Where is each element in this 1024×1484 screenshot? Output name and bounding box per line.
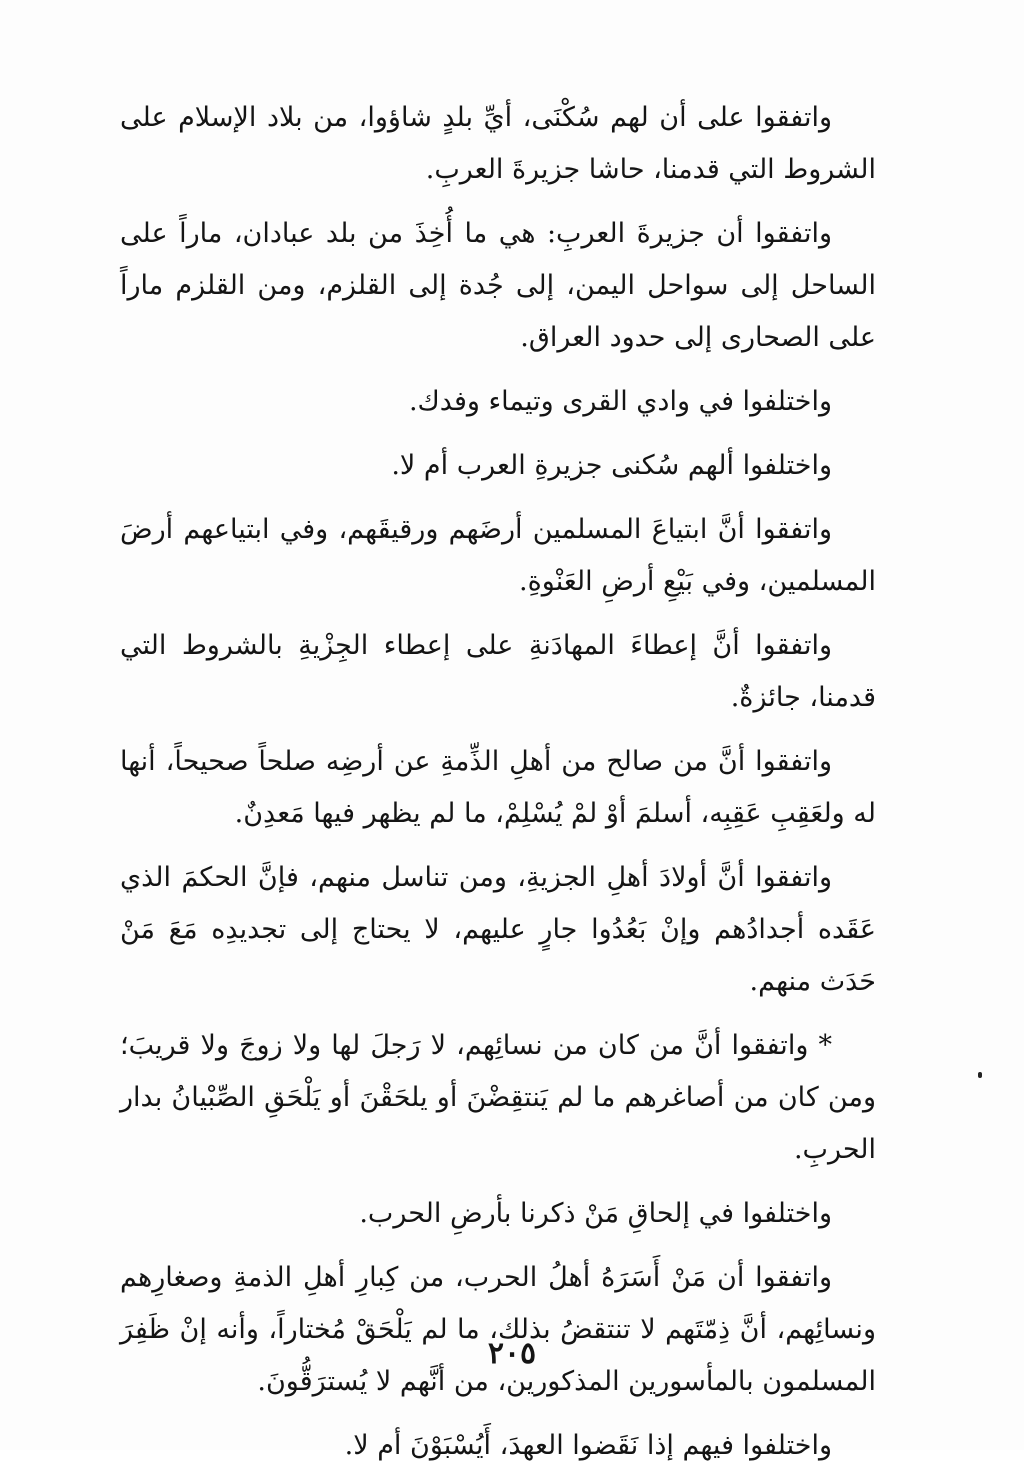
paragraph-8: واتفقوا أنَّ أولادَ أهلِ الجزيةِ، ومن تناسل منهم، فإنَّ الحكمَ الذي عَقَده أجدادُهم وإنْ بَعُدُوا جارٍ عليهم، لا يحتاج إلى تجديدِه مَعَ مَنْ حَدَث منهم. <box>120 862 876 997</box>
page-number: ٢٠٥ <box>487 1336 537 1371</box>
paragraph-6: واتفقوا أنَّ إعطاءَ المهادَنةِ على إعطاء الجِزْيةِ بالشروط التي قدمنا، جائزةٌ. <box>120 630 876 713</box>
paragraph-5: واتفقوا أنَّ ابتياعَ المسلمين أرضَهم ورقيقَهم، وفي ابتياعهم أرضَ المسلمين، وفي بَيْعِ أرضِ العَنْوةِ. <box>120 514 876 597</box>
paragraph-3: واختلفوا في وادي القرى وتيماء وفدك. <box>408 386 832 417</box>
margin-mark <box>978 1072 982 1078</box>
paragraph-1: واتفقوا على أن لهم سُكْنَى، أيِّ بلدٍ شاؤوا، من بلاد الإسلام على الشروط التي قدمنا، حاشا جزيرةَ العربِ. <box>120 102 876 185</box>
paragraph-4: واختلفوا ألهم سُكنى جزيرةِ العرب أم لا. <box>391 450 832 481</box>
paragraph-12: واختلفوا فيهم إذا نَقَضوا العهدَ، أَيُسْبَوْنَ أم لا. <box>344 1430 832 1461</box>
paragraph-7: واتفقوا أنَّ من صالح من أهلِ الذِّمةِ عن أرضِه صلحاً صحيحاً، أنها له ولعَقِبِ عَقِبِه، أسلمَ أوْ لمْ يُسْلِمْ، ما لم يظهر فيها مَعدِنٌ. <box>120 746 876 829</box>
paragraph-9: * واتفقوا أنَّ من كان من نسائِهم، لا رَجلَ لها ولا زوجَ ولا قريبَ؛ ومن كان من أصاغرهم ما لم يَنتقِضْنَ أو يلحَقْنَ أو يَلْحَقِ الصِّبْيانُ بدار الحربِ. <box>120 1030 876 1165</box>
page-body-text <box>120 92 876 1484</box>
paragraph-11: واتفقوا أن مَنْ أَسَرَهُ أهلُ الحرب، من كِبارِ أهلِ الذمةِ وصغارِهم ونسائِهم، أنَّ ذِمّتَهم لا تنتقضُ بذلك، ما لم يَلْحَقْ مُختاراً، وأنه إنْ ظَفِرَ المسلمون بالمأسورين المذكورين، من أنَّهم لا يُسترَقُّونَ. <box>120 1262 876 1397</box>
paragraph-10: واختلفوا في إلحاقِ مَنْ ذكرنا بأرضِ الحرب. <box>359 1198 832 1229</box>
paragraph-2: واتفقوا أن جزيرةَ العربِ: هي ما أُخِذَ من بلد عبادان، ماراً على الساحل إلى سواحل اليمن، إلى جُدة إلى القلزم، ومن القلزم ماراً على الصحارى إلى حدود العراق. <box>120 218 876 353</box>
